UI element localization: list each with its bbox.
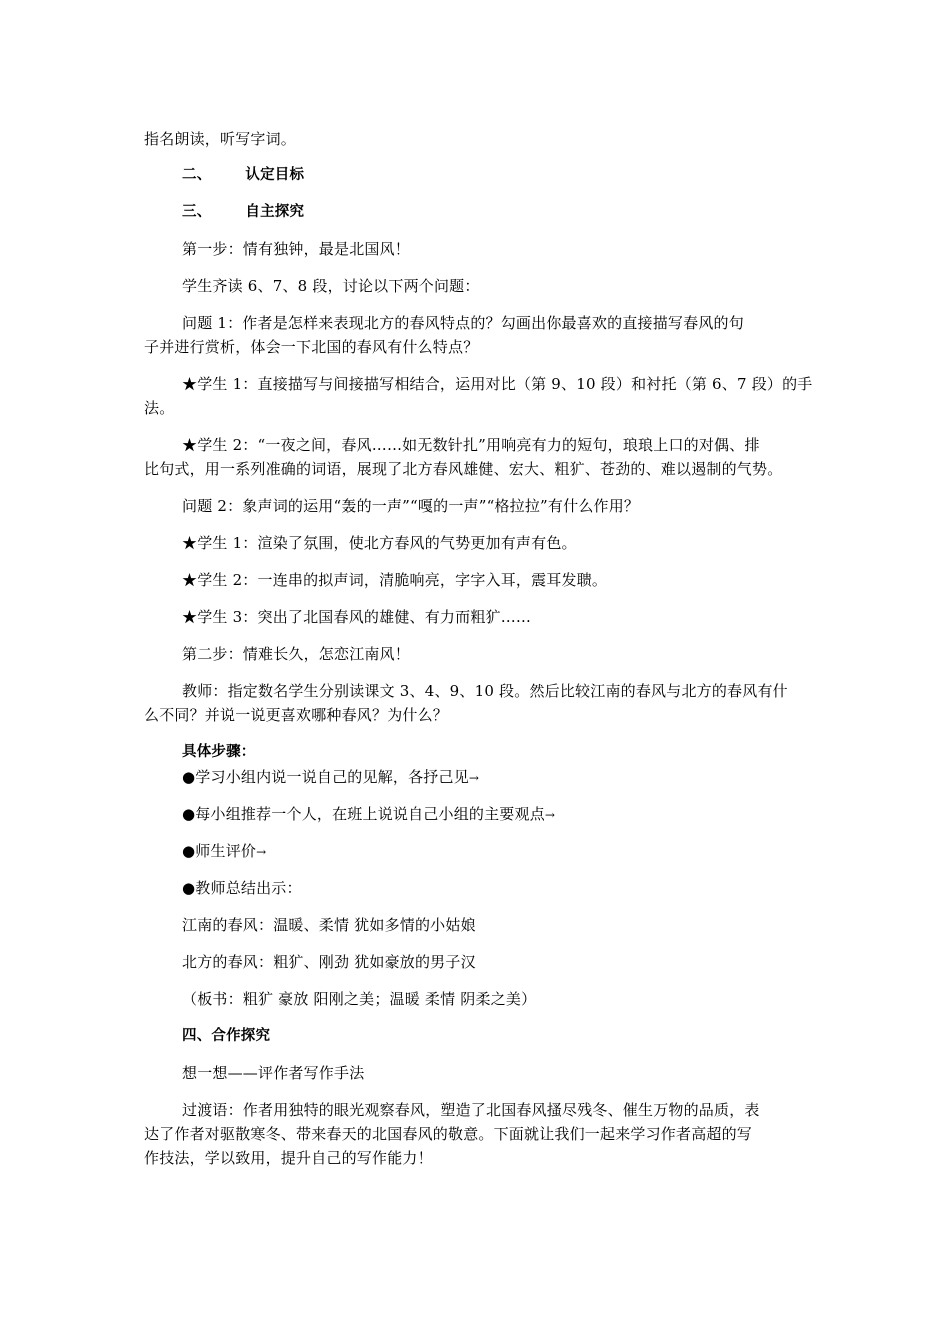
transition-line-1: 过渡语：作者用独特的眼光观察春风，塑造了北国春风搔尽残冬、催生万物的品质，表 [182,1101,760,1119]
bullet-text: ●每小组推荐一个人，在班上说说自己小组的主要观点 [182,805,545,823]
jiangnan-summary: 江南的春风：温暖、柔情 犹如多情的小姑娘 [182,916,476,934]
heading-number: 二、 [182,167,212,183]
heading-text: 认定目标 [245,167,305,183]
bullet-text: ●学习小组内说一说自己的见解，各抒己见 [182,768,469,786]
steps-title: 具体步骤： [182,744,256,760]
heading-text: 自主探究 [245,204,305,220]
board-notes: （板书：粗犷 豪放 阳刚之美；温暖 柔情 阴柔之美） [182,990,537,1008]
answer-3: ★学生 3：突出了北国春风的雄健、有力而粗犷…… [182,608,532,626]
text-line: 指名朗读，听写字词。 [144,130,297,148]
bullet-item: ●教师总结出示： [182,879,302,897]
arrow-icon: → [256,845,267,859]
question-1-line-1: 问题 1：作者是怎样来表现北方的春风特点的？勾画出你最喜欢的直接描写春风的句 [182,314,744,332]
arrow-icon: → [468,771,480,785]
arrow-icon: → [544,808,556,822]
bullet-item [182,842,814,861]
bullet-item [182,768,814,787]
question-2: 问题 2：象声词的运用“轰的一声”“嘎的一声”“格拉拉”有什么作用？ [182,497,640,515]
student-1-line-2: 法。 [144,399,175,417]
section-heading-3 [182,203,814,221]
section-heading-4: 四、合作探究 [182,1028,271,1044]
answer-2: ★学生 2：一连串的拟声词，清脆响亮，字字入耳，震耳发聩。 [182,571,608,589]
bullet-text: ●师生评价 [182,842,257,860]
step-two: 第二步：情难长久，怎恋江南风！ [182,645,411,663]
answer-1: ★学生 1：渲染了氛围，使北方春风的气势更加有声有色。 [182,534,577,552]
student-2-line-2: 比句式，用一系列准确的词语，展现了北方春风雄健、宏大、粗犷、苍劲的、难以遏制的气势。 [144,460,783,478]
step-one: 第一步：情有独钟，最是北国风！ [182,240,411,258]
heading-number: 三、 [182,204,212,220]
teacher-line-2: 么不同？并说一说更喜欢哪种春风？为什么？ [144,706,449,724]
transition-line-3: 作技法，学以致用，提升自己的写作能力！ [144,1149,433,1167]
text-line: 学生齐读 6、7、8 段，讨论以下两个问题： [182,277,480,295]
transition-line-2: 达了作者对驱散寒冬、带来春天的北国春风的敬意。下面就让我们一起来学习作者高超的写 [144,1125,753,1143]
bullet-item [182,805,814,824]
section-heading-2 [182,166,814,184]
student-1-line-1: ★学生 1：直接描写与间接描写相结合，运用对比（第 9、10 段）和衬托（第 6、7 段）的手 [182,375,813,393]
north-summary: 北方的春风：粗犷、刚劲 犹如豪放的男子汉 [182,953,476,971]
think-line: 想一想——评作者写作手法 [182,1064,365,1082]
student-2-line-1: ★学生 2：“一夜之间，春风……如无数针扎”用响亮有力的短句，琅琅上口的对偶、排 [182,436,760,454]
question-1-line-2: 子并进行赏析，体会一下北国的春风有什么特点？ [144,338,479,356]
teacher-line-1: 教师：指定数名学生分别读课文 3、4、9、10 段。然后比较江南的春风与北方的春风有什 [182,682,788,700]
